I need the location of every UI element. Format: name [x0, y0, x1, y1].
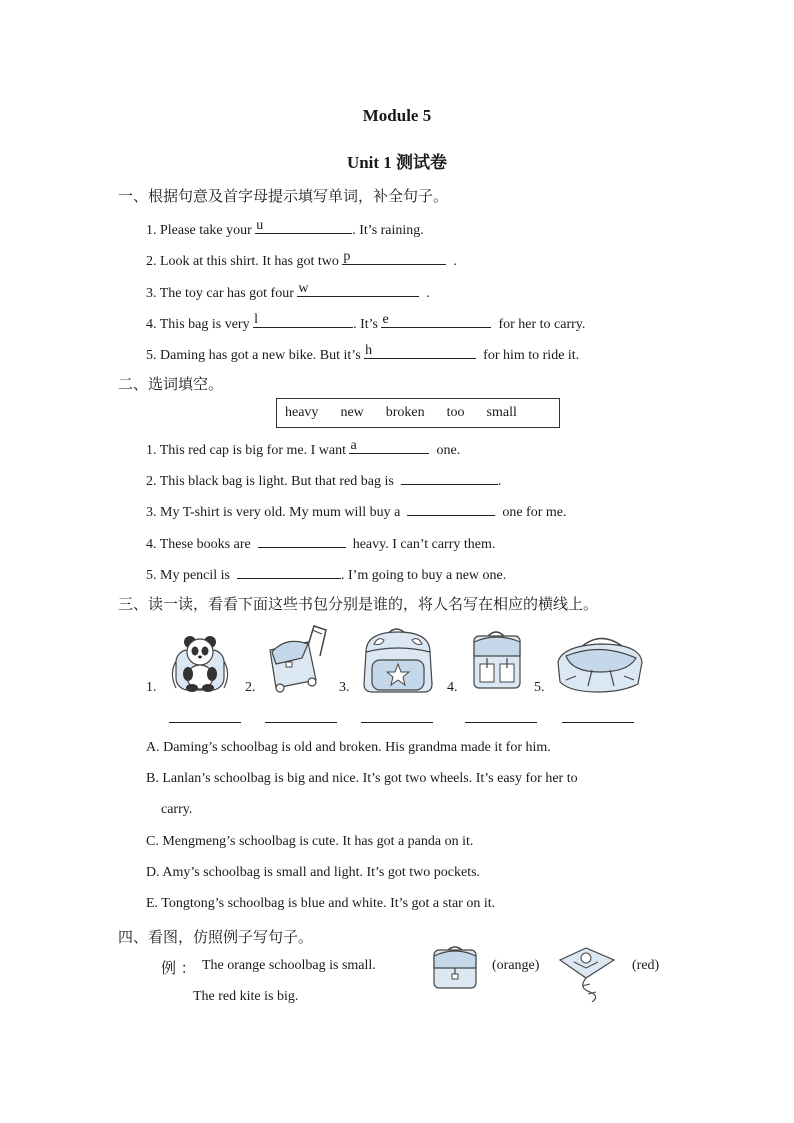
s1-item-4-post: for her to carry. — [494, 317, 586, 332]
s2-item-2-post: . — [497, 474, 502, 489]
s2-item-1-pre: 1. This red cap is big for me. I want — [146, 443, 350, 458]
wheeled-schoolbag-icon — [262, 622, 332, 694]
example-cue-red: (red) — [632, 958, 660, 973]
s1-item-1-pre: 1. Please take your — [146, 223, 256, 238]
s1-item-3-pre: 3. The toy car has got four — [146, 286, 298, 301]
word-bank-word: heavy — [285, 405, 319, 420]
s1-item-1-hint: u — [256, 218, 264, 233]
word-bank-word: broken — [385, 405, 425, 420]
word-bank-word: new — [340, 405, 364, 420]
s1-item-4-blank-1[interactable] — [253, 312, 353, 328]
answer-line-1[interactable] — [169, 722, 241, 723]
old-schoolbag-icon — [552, 632, 648, 694]
kite-icon — [556, 944, 618, 1002]
s1-item-5-hint: h — [365, 343, 373, 358]
star-schoolbag-icon — [356, 622, 440, 694]
word-bank-word: too — [446, 405, 465, 420]
s1-item-1 — [146, 218, 424, 239]
s2-item-4-pre: 4. These books are — [146, 537, 255, 552]
s1-item-4-hint: l — [254, 312, 258, 327]
s2-item-4-blank[interactable] — [258, 532, 346, 548]
s1-item-2-pre: 2. Look at this shirt. It has got two — [146, 254, 343, 269]
section2-title: 二、选词填空。 — [118, 375, 224, 393]
module-title: Module 5 — [362, 106, 432, 125]
unit-title: Unit 1 测试卷 — [346, 153, 448, 172]
s1-item-4 — [146, 312, 585, 333]
example-label: 例 ： — [161, 959, 196, 977]
s1-item-3-post: . — [422, 286, 430, 301]
section4-title: 四、看图，仿照例子写句子。 — [118, 928, 314, 946]
s1-item-1-blank[interactable] — [255, 218, 352, 234]
s1-item-2-post: . — [449, 254, 457, 269]
pocket-schoolbag-icon — [466, 628, 526, 692]
answer-line-2[interactable] — [265, 722, 337, 723]
example-cue-orange: (orange) — [492, 958, 540, 973]
s2-item-5-pre: 5. My pencil is — [146, 568, 234, 583]
word-bank — [276, 398, 560, 428]
answer-line-4[interactable] — [465, 722, 537, 723]
s2-item-4-post: heavy. I can’t carry them. — [349, 537, 496, 552]
section3-title: 三、读一读，看看下面这些书包分别是谁的，将人名写在相应的横线上。 — [118, 595, 599, 613]
s1-item-5-blank[interactable] — [364, 343, 476, 359]
s2-item-4 — [146, 532, 495, 553]
section1-title: 一、根据句意及首字母提示填写单词，补全句子。 — [118, 187, 449, 205]
bag-number-2: 2. — [245, 680, 256, 695]
s1-item-2-hint: p — [343, 249, 351, 264]
bag-number-1: 1. — [146, 680, 157, 695]
s2-item-3-blank[interactable] — [407, 500, 495, 516]
s1-item-2 — [146, 249, 457, 270]
word-bank-word: small — [486, 405, 517, 420]
example-schoolbag-icon — [430, 944, 480, 992]
answer-line-5[interactable] — [562, 722, 634, 723]
s1-item-1-post: . It’s raining. — [352, 223, 424, 238]
option-d: D. Amy’s schoolbag is small and light. It’s got two pockets. — [146, 865, 481, 880]
s1-item-5-pre: 5. Daming has got a new bike. But it’s — [146, 348, 365, 363]
option-c: C. Mengmeng’s schoolbag is cute. It has got a panda on it. — [146, 834, 474, 849]
s2-item-1-hint: a — [350, 438, 357, 453]
s2-item-3-post: one for me. — [498, 505, 567, 520]
answer-line-3[interactable] — [361, 722, 433, 723]
s2-item-1-blank[interactable] — [349, 438, 429, 454]
s2-item-5 — [146, 563, 506, 584]
bag-number-5: 5. — [534, 680, 545, 695]
s1-item-5-post: for him to ride it. — [479, 348, 580, 363]
s1-item-3-hint: w — [298, 281, 309, 296]
s2-item-2 — [146, 469, 501, 490]
s2-item-3-pre: 3. My T-shirt is very old. My mum will buy a — [146, 505, 404, 520]
s2-item-2-blank[interactable] — [401, 469, 498, 485]
s1-item-4-mid: . It’s — [353, 317, 382, 332]
s2-item-1-post: one. — [432, 443, 461, 458]
option-b: B. Lanlan’s schoolbag is big and nice. It’s got two wheels. It’s easy for her to — [146, 771, 578, 786]
option-e: E. Tongtong’s schoolbag is blue and white. It’s got a star on it. — [146, 896, 496, 911]
bag-number-3: 3. — [339, 680, 350, 695]
s1-item-2-blank[interactable] — [342, 249, 446, 265]
s1-item-3-blank[interactable] — [297, 281, 419, 297]
s1-item-4-hint2: e — [382, 312, 389, 327]
s2-item-5-post: . I’m going to buy a new one. — [341, 568, 507, 583]
panda-schoolbag-icon — [164, 628, 236, 694]
s2-item-5-blank[interactable] — [237, 563, 341, 579]
s2-item-1 — [146, 438, 460, 459]
option-b-continued: carry. — [161, 802, 193, 817]
s2-item-3 — [146, 500, 567, 521]
s1-item-5 — [146, 343, 579, 364]
option-a: A. Daming’s schoolbag is old and broken. His grandma made it for him. — [146, 740, 551, 755]
s1-item-4-blank-2[interactable] — [381, 312, 491, 328]
bag-number-4: 4. — [447, 680, 458, 695]
example-sentence: The orange schoolbag is small. — [202, 958, 376, 973]
example-line-2: The red kite is big. — [193, 989, 299, 1004]
s2-item-2-pre: 2. This black bag is light. But that red bag is — [146, 474, 398, 489]
s1-item-3 — [146, 281, 430, 302]
s1-item-4-pre: 4. This bag is very — [146, 317, 254, 332]
